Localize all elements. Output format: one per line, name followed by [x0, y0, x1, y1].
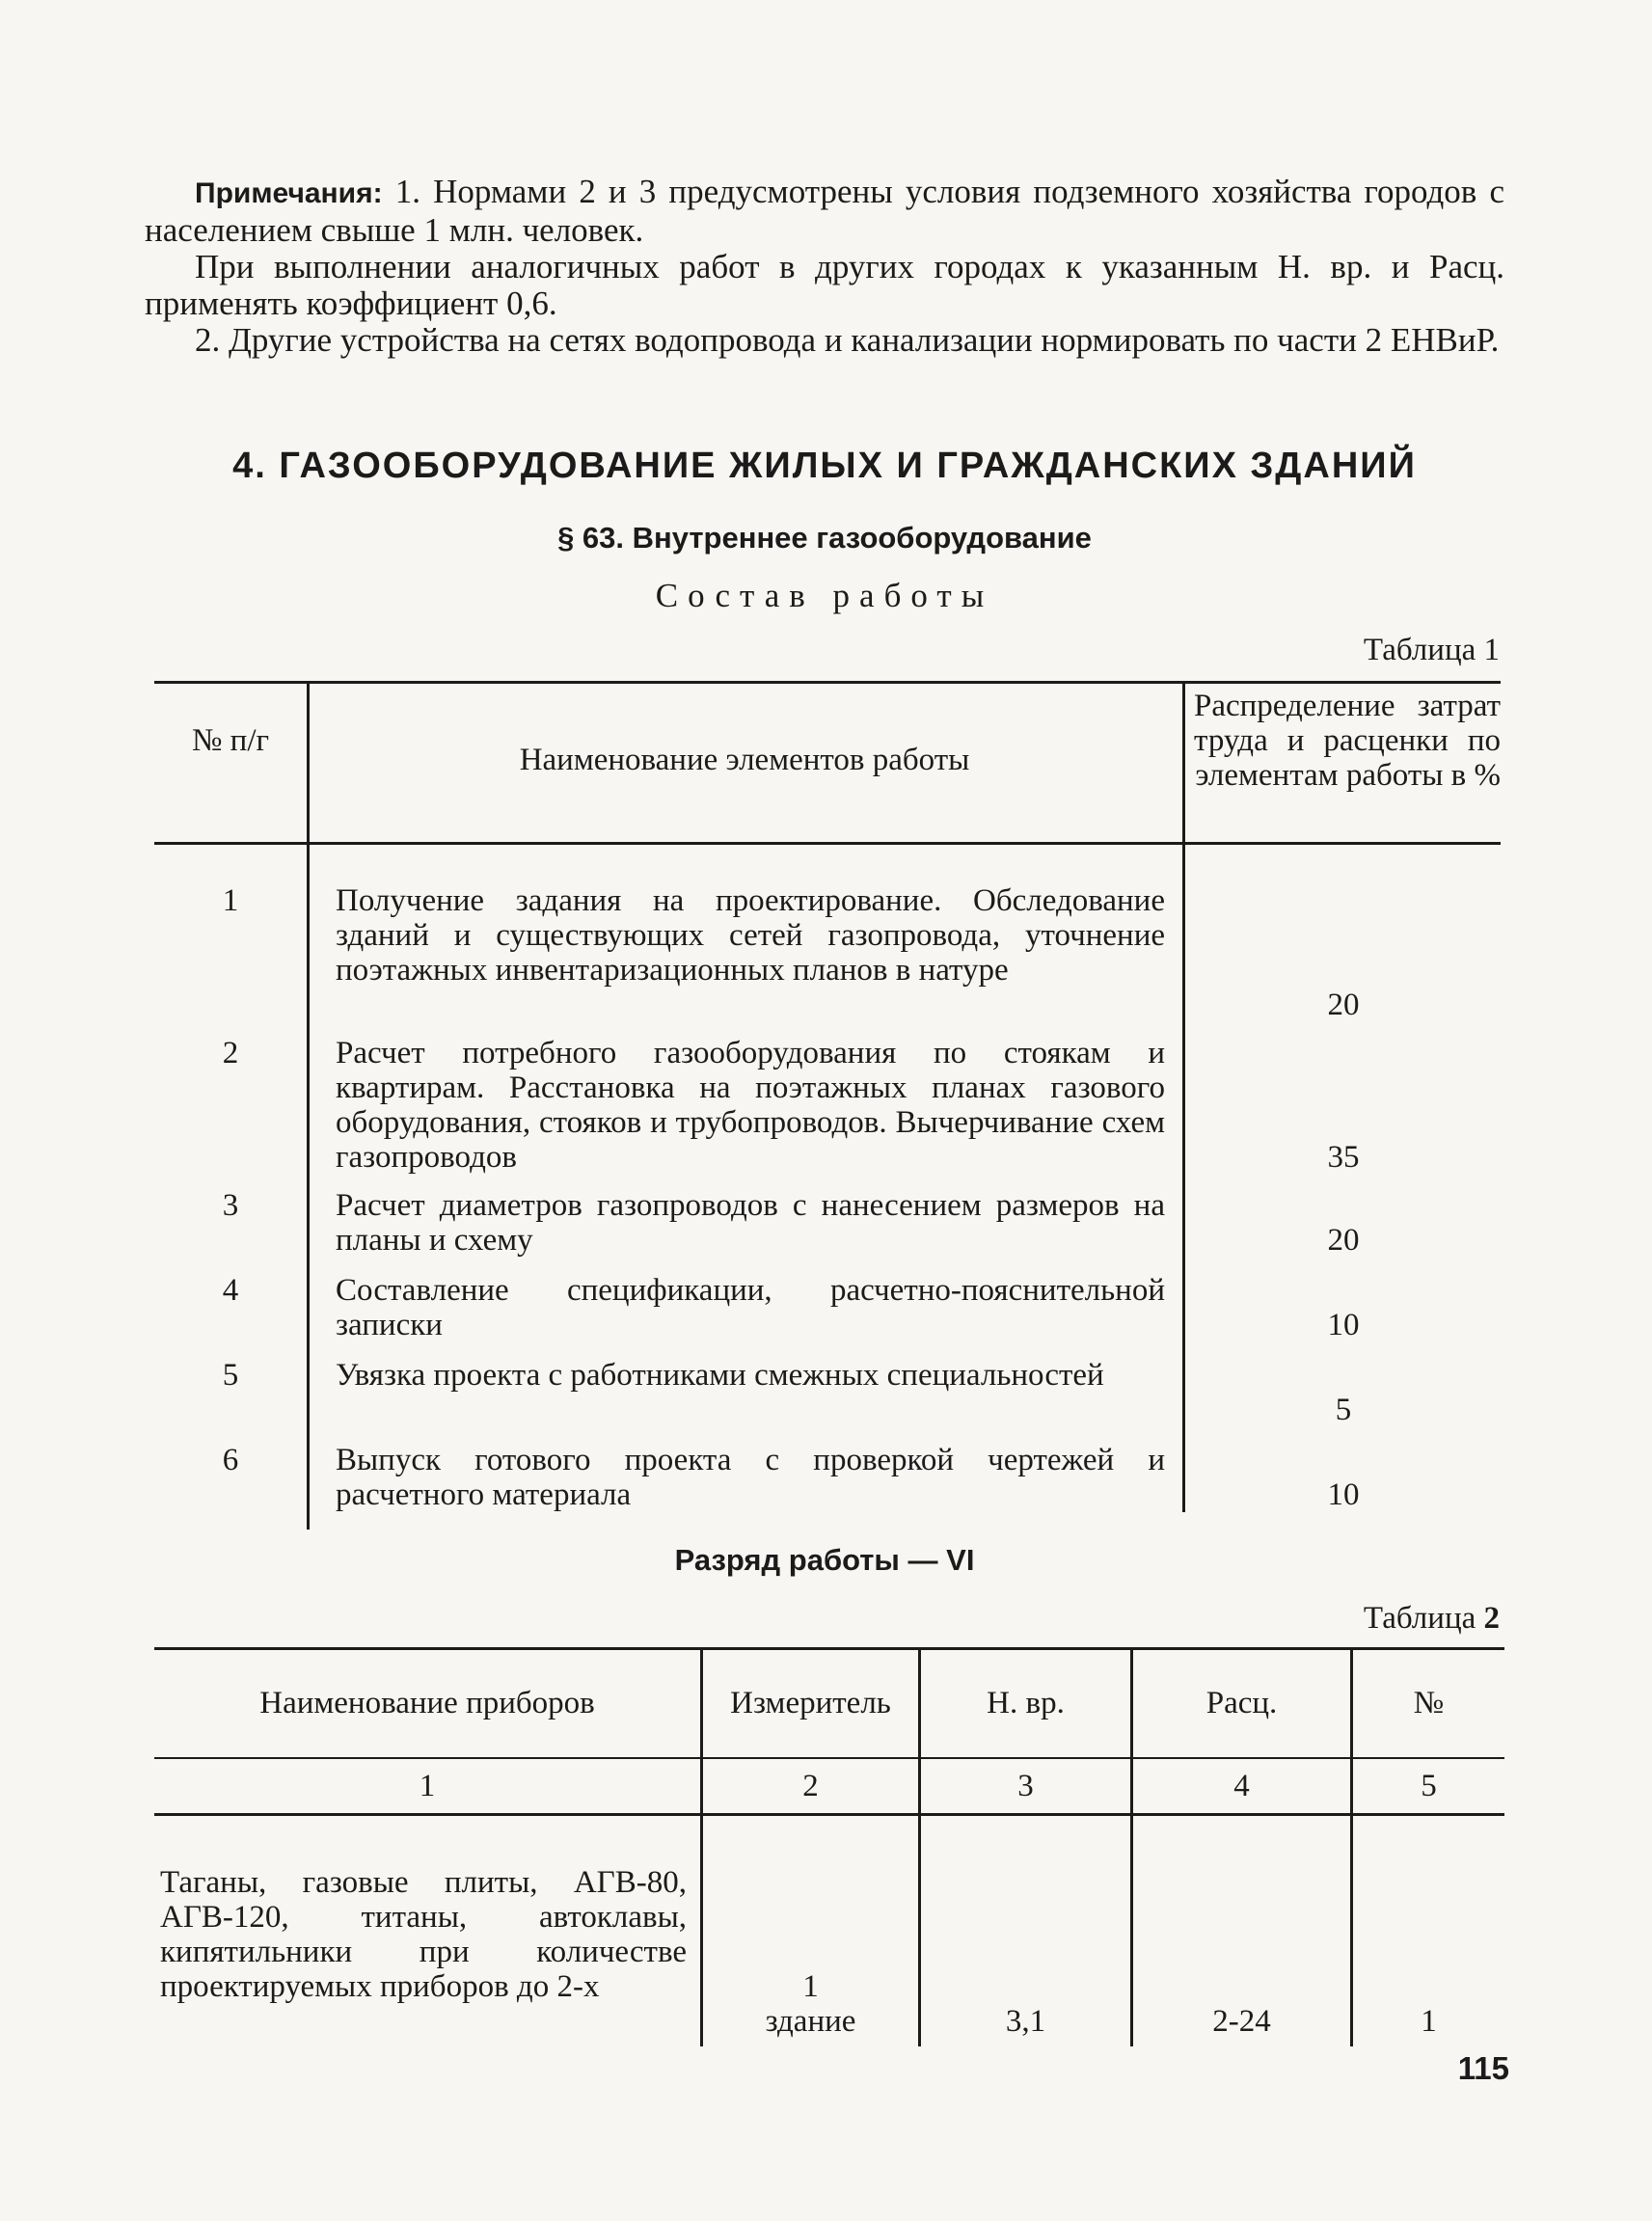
table2-top-rule [154, 1647, 1504, 1650]
page-number: 115 [1457, 2050, 1509, 2086]
table1-header-name: Наименование элементов работы [519, 743, 970, 777]
table1-row3-value: 20 [1327, 1223, 1360, 1258]
table2-colnum-1: 1 [419, 1769, 436, 1803]
table2-header-name: Наименование приборов [259, 1686, 595, 1720]
table1-row6-value: 10 [1327, 1477, 1360, 1512]
table-2 [154, 1647, 1504, 2052]
work-grade: Разряд работы — VI [674, 1543, 975, 1577]
table2-colnum-3: 3 [1017, 1769, 1034, 1803]
note-1-text: 1. Нормами 2 и 3 предусмотрены условия подземного хозяйства городов с населением свыше 1 млн. человек. [145, 173, 1504, 249]
table1-row6-name: Выпуск готового проекта с проверкой чертежей и расчетного материала [336, 1443, 1165, 1512]
table1-row4-value: 10 [1327, 1308, 1360, 1342]
table1-row3-name: Расчет диаметров газопроводов с нанесением размеров на планы и схему [336, 1188, 1165, 1258]
table1-row1-num: 1 [222, 883, 239, 918]
notes-block [145, 174, 1504, 359]
table1-row2-name: Расчет потребного газооборудования по стоякам и квартирам. Расстановка на поэтажных планах газового оборудования, стояков и трубопроводов. Вычерчивание схем газопроводов [336, 1036, 1165, 1175]
table1-row4-name: Составление спецификации, расчетно-пояснительной записки [336, 1273, 1165, 1342]
table2-label [1364, 1601, 1500, 1637]
table2-row1-rasc: 2-24 [1212, 2004, 1271, 2039]
table1-label: Таблица 1 [1363, 633, 1500, 667]
table2-row1-name: Таганы, газовые плиты, АГВ-80, АГВ-120, титаны, автоклавы, кипятильники при количестве проектируемых приборов до 2-х [160, 1865, 687, 2004]
table-1 [154, 681, 1501, 1530]
table2-row1-no: 1 [1421, 2004, 1437, 2039]
table2-header-nvr: Н. вр. [987, 1686, 1065, 1720]
table2-header-no: № [1413, 1686, 1445, 1720]
table2-colnum-4: 4 [1233, 1769, 1250, 1803]
sostav-title: Состав работы [655, 577, 994, 614]
table2-header-rule [154, 1757, 1504, 1759]
table1-header-num: № п/г [191, 723, 270, 758]
table2-row1-nvr: 3,1 [1005, 2004, 1046, 2039]
paragraph-title: § 63. Внутреннее газооборудование [557, 521, 1092, 555]
table1-row1-value: 20 [1327, 988, 1360, 1022]
table1-vline-1-head [307, 681, 310, 842]
table1-row5-value: 5 [1335, 1393, 1352, 1427]
table2-colnum-5: 5 [1421, 1769, 1437, 1803]
table1-header-dist: Распределение затрат труда и расценки по элементам работы в % [1194, 689, 1501, 793]
table1-vline-2 [1182, 845, 1185, 1512]
note-1-cont: При выполнении аналогичных работ в других городах к указанным Н. вр. и Расц. применять коэффициент 0,6. [145, 248, 1504, 322]
table2-label-num: 2 [1483, 1601, 1500, 1636]
table1-row5-name: Увязка проекта с работниками смежных специальностей [336, 1358, 1104, 1393]
table1-row5-num: 5 [222, 1358, 239, 1393]
table1-vline-1 [307, 845, 310, 1530]
table1-row2-value: 35 [1327, 1140, 1360, 1175]
table1-row2-num: 2 [222, 1036, 239, 1070]
note-1 [145, 174, 1504, 249]
note-2: 2. Другие устройства на сетях водопровода и канализации нормировать по части 2 ЕНВиР. [195, 321, 1500, 359]
table2-label-word: Таблица [1363, 1601, 1476, 1636]
table1-top-rule [154, 681, 1501, 684]
table2-colnum-2: 2 [802, 1769, 819, 1803]
table1-row3-num: 3 [222, 1188, 239, 1223]
section-title: 4. ГАЗООБОРУДОВАНИЕ ЖИЛЫХ И ГРАЖДАНСКИХ ЗДАНИЙ [232, 446, 1417, 486]
table1-row6-num: 6 [222, 1443, 239, 1477]
table2-header-measure: Измеритель [730, 1686, 891, 1720]
notes-lead: Примечания: [195, 177, 383, 209]
table1-vline-2-head [1182, 681, 1185, 842]
table2-header-rasc: Расц. [1205, 1686, 1278, 1720]
table1-header-rule [154, 842, 1501, 845]
table1-row1-name: Получение задания на проектирование. Обследование зданий и существующих сетей газопровода, уточнение поэтажных инвентаризационных планов в натуре [336, 883, 1165, 988]
table2-colnum-rule [154, 1813, 1504, 1816]
table2-row1-measure-qty: 1 [802, 1969, 819, 2004]
table1-row4-num: 4 [222, 1273, 239, 1308]
table2-row1-measure-unit: здание [765, 2004, 856, 2039]
